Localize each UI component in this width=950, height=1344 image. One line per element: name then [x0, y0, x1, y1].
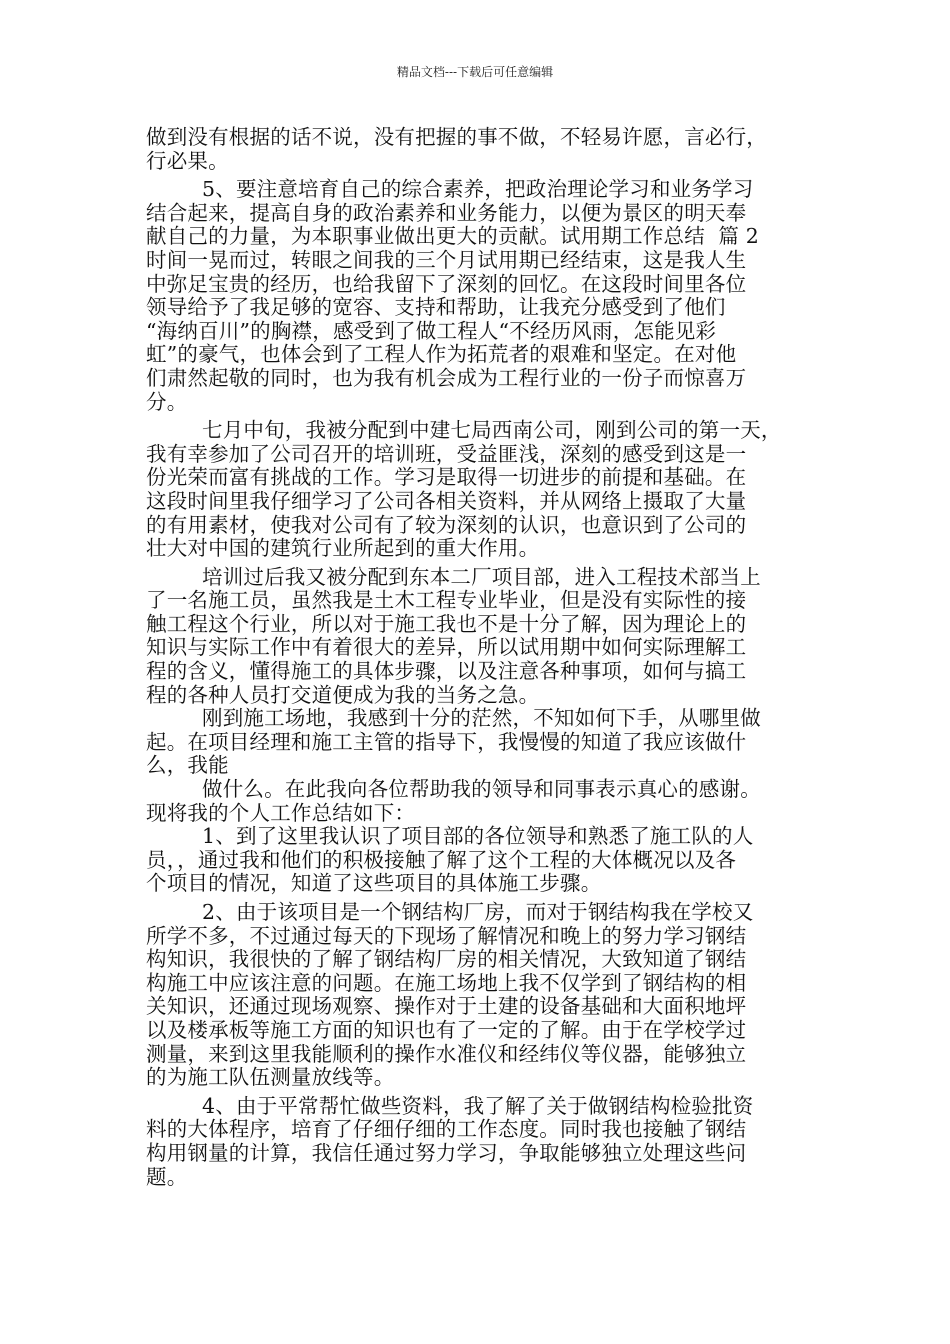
body-line: 题。 [146, 1164, 188, 1189]
body-line: 5、要注意培育自己的综合素养，把政治理论学习和业务学习 [202, 177, 754, 202]
body-line: 做到没有根据的话不说，没有把握的事不做，不轻易许愿，言必行， [146, 125, 767, 149]
body-line: 中弥足宝贵的经历，也给我留下了深刻的回忆。在这段时间里各位 [146, 271, 747, 296]
body-line: 虹”的豪气，也体会到了工程人作为拓荒者的艰难和坚定。在对他 [146, 342, 737, 367]
body-line: 程的含义，懂得施工的具体步骤，以及注意各种事项，如何与搞工 [146, 659, 747, 684]
body-line: 构知识，我很快的了解了钢结构厂房的相关情况，大致知道了钢结 [146, 947, 747, 972]
body-line: 做什么。在此我向各位帮助我的领导和同事表示真心的感谢。 [202, 777, 761, 802]
page-header: 精品文档---下载后可任意编辑 [396, 65, 554, 79]
body-line: 构施工中应该注意的问题。在施工场地上我不仅学到了钢结构的相 [146, 970, 747, 995]
body-line: 份光荣而富有挑战的工作。学习是取得一切进步的前提和基础。在 [146, 465, 747, 490]
body-line: 员，，通过我和他们的积极接触了解了这个工程的大体概况以及各 [146, 847, 737, 872]
body-line: 关知识，还通过现场观察、操作对于土建的设备基础和大面积地坪 [146, 994, 747, 1019]
body-line: 的为施工队伍测量放线等。 [146, 1065, 395, 1090]
body-line: 么，我能 [146, 753, 229, 778]
body-line: “海纳百川”的胸襟，感受到了做工程人“不经历风雨，怎能见彩 [146, 318, 717, 343]
body-line: 料的大体程序，培育了仔细仔细的工作态度。同时我也接触了钢结 [146, 1117, 747, 1142]
body-line: 七月中旬，我被分配到中建七局西南公司，刚到公司的第一天， [202, 418, 782, 443]
body-line: 的有用素材，使我对公司有了较为深刻的认识，也意识到了公司的 [146, 512, 747, 537]
body-line: 我有幸参加了公司召开的培训班，受益匪浅，深刻的感受到这是一 [146, 441, 747, 466]
body-line: 了一名施工员，虽然我是土木工程专业毕业，但是没有实际性的接 [146, 588, 747, 613]
body-line: 结合起来，提高自身的政治素养和业务能力，以便为景区的明天奉 [146, 200, 747, 225]
body-line: 程的各种人员打交道便成为我的当务之急。 [146, 682, 540, 707]
body-line: 触工程这个行业，所以对于施工我也不是十分了解，因为理论上的 [146, 611, 747, 636]
body-line: 现将我的个人工作总结如下： [146, 800, 416, 825]
body-line: 1、到了这里我认识了项目部的各位领导和熟悉了施工队的人 [202, 824, 754, 849]
body-line: 分。 [146, 389, 188, 414]
body-line: 培训过后我又被分配到东本二厂项目部，进入工程技术部当上 [202, 564, 761, 589]
body-line: 壮大对中国的建筑行业所起到的重大作用。 [146, 536, 540, 561]
body-line: 领导给予了我足够的宽容、支持和帮助，让我充分感受到了他们 [146, 295, 726, 320]
body-line: 个项目的情况，知道了这些项目的具体施工步骤。 [146, 871, 602, 896]
body-line: 以及楼承板等施工方面的知识也有了一定的了解。由于在学校学过 [146, 1017, 747, 1042]
body-line: 们肃然起敬的同时，也为我有机会成为工程行业的一份子而惊喜万 [146, 365, 747, 390]
body-line: 行必果。 [146, 148, 229, 173]
body-line: 刚到施工场地，我感到十分的茫然，不知如何下手，从哪里做 [202, 706, 761, 731]
body-line: 这段时间里我仔细学习了公司各相关资料，并从网络上摄取了大量 [146, 488, 747, 513]
body-line: 起。在项目经理和施工主管的指导下，我慢慢的知道了我应该做什 [146, 729, 747, 754]
body-line: 4、由于平常帮忙做些资料，我了解了关于做钢结构检验批资 [202, 1093, 754, 1118]
body-line: 测量，来到这里我能顺利的操作水准仪和经纬仪等仪器，能够独立 [146, 1041, 747, 1066]
body-line: 时间一晃而过，转眼之间我的三个月试用期已经结束，这是我人生 [146, 247, 747, 272]
body-line: 所学不多，不过通过每天的下现场了解情况和晚上的努力学习钢结 [146, 923, 747, 948]
body-line: 2、由于该项目是一个钢结构厂房，而对于钢结构我在学校又 [202, 900, 754, 924]
body-line: 构用钢量的计算，我信任通过努力学习，争取能够独立处理这些问 [146, 1140, 747, 1165]
document-body [146, 126, 810, 1189]
body-line: 献自己的力量，为本职事业做出更大的贡献。试用期工作总结 篇 2 [146, 224, 759, 249]
body-line: 知识与实际工作中有着很大的差异，所以试用期中如何实际理解工 [146, 635, 747, 660]
